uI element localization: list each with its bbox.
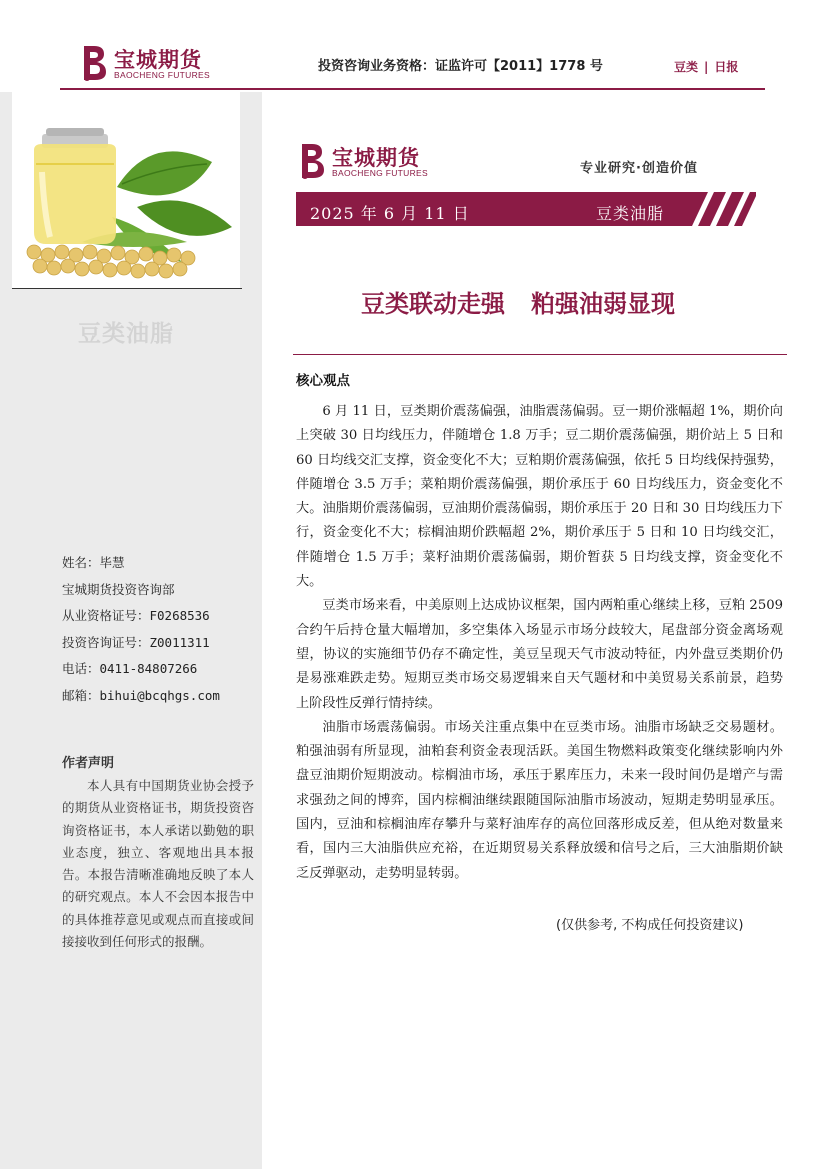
sidebar <box>0 92 262 1169</box>
paragraph-oil-market: 油脂市场震荡偏弱。市场关注重点集中在豆类市场。油脂市场缺乏交易题材。粕强油弱有所显现，油粕套利资金表现活跃。美国生物燃料政策变化继续影响内外盘豆油期价短期波动。棕榈油市场，承压于累库压力，未来一段时间仍是增产与需求强劲之间的博弈，国内棕榈油继续跟随国际油脂市场波动，短期走势明显承压。国内，豆油和棕榈油库存攀升与菜籽油库存的高位回落形成反差，但从绝对数量来看，国内三大油脂供应充裕，在近期贸易关系释放缓和信号之后，三大油脂期价缺乏反弹驱动，走势明显转弱。 <box>296 719 783 881</box>
report-headline <box>298 284 738 319</box>
paragraph-market-summary: 6 月 11 日，豆类期价震荡偏强，油脂震荡偏弱。豆一期价涨幅超 1%，期价向上突破 30 日均线压力，伴随增仓 1.8 万手；豆二期价震荡偏强，期价站上 5 日和 60 日均线交汇支撑，资金变化不大；豆粕期价震荡偏强，依托 5 日均线保持强势，伴随增仓 3.5 万手；菜粕期价震荡偏强，期价承压于 60 日均线压力，资金变化不大。油脂期价震荡偏弱，豆油期价震荡偏弱，期价承压于 20 日和 30 日均线压力下行，资金变化不大；棕榈油期价跌幅超 2%，期价承压于 5 日和 10 日均线交汇，伴随增仓 1.5 万手；菜籽油期价震荡偏弱，期价暂获 5 日均线支撑，资金变化不大。 <box>296 404 783 590</box>
sidebar-heading: 豆类油脂 <box>78 321 174 347</box>
soybean-oil-photo <box>12 92 240 288</box>
report-date: 2025 年 6 月 11 日 <box>310 204 470 223</box>
header-category-tag <box>674 58 738 75</box>
brand-logo-icon <box>298 140 328 180</box>
declaration-body: 本人具有中国期货业协会授予的期货从业资格证书，期货投资咨询资格证书，本人承诺以勤勉的职业态度，独立、客观地出具本报告。本报告清晰准确地反映了本人的研究观点。本人不会因本报告中的具体推荐意见或观点而直接或间接接收到任何形式的报酬。 <box>62 778 254 950</box>
header-report-type: 日报 <box>714 60 739 74</box>
headline-part2: 粕强油弱显现 <box>531 290 675 318</box>
soybean-oil-illustration <box>12 92 240 288</box>
report-brand-logo <box>298 140 438 182</box>
author-name: 姓名：毕慧 <box>62 555 125 570</box>
brand-logo <box>80 42 210 84</box>
slogan: 专业研究·创造价值 <box>580 161 698 176</box>
author-qualification-no: 从业资格证号：F0268536 <box>62 608 210 623</box>
brand-name-en: BAOCHENG FUTURES <box>332 168 428 178</box>
disclaimer: (仅供参考, 不构成任何投资建议) <box>556 918 744 933</box>
declaration-title: 作者声明 <box>62 756 115 771</box>
header-separator: | <box>704 60 709 74</box>
paragraph-soybean-market: 豆类市场来看，中美原则上达成协议框架，国内两粕重心继续上移，豆粕 2509 合约午后持仓量大幅增加，多空集体入场显示市场分歧较大，尾盘部分资金离场观望，协议的实施细节仍存不确定性，美豆呈现天气市波动特征，内外盘豆类期价仍是易涨难跌走势。短期豆类市场交易逻辑来自天气题材和中美贸易关系前景，趋势上阶段性反弹行情持续。 <box>296 598 783 711</box>
core-view-title: 核心观点 <box>296 373 350 389</box>
brand-name-cn: 宝城期货 <box>332 145 420 170</box>
author-email: 邮箱：bihui@bcqhgs.com <box>62 687 220 703</box>
headline-part1: 豆类联动走强 <box>361 290 505 318</box>
header-category: 豆类 <box>674 60 699 74</box>
header-rule <box>60 88 765 90</box>
headline-rule <box>293 354 787 355</box>
brand-name-en: BAOCHENG FUTURES <box>114 70 210 80</box>
brand-logo-icon <box>80 42 110 82</box>
report-category: 豆类油脂 <box>596 204 665 223</box>
sidebar-rule <box>12 288 242 289</box>
author-phone: 电话：0411-84807266 <box>62 661 198 676</box>
author-department: 宝城期货投资咨询部 <box>62 581 175 597</box>
brand-name-cn: 宝城期货 <box>114 47 202 72</box>
license-text: 投资咨询业务资格：证监许可【2011】1778 号 <box>318 59 603 74</box>
author-advisory-no: 投资咨询证号：Z0011311 <box>62 634 210 650</box>
report-body <box>296 400 783 886</box>
author-contact <box>62 550 220 709</box>
